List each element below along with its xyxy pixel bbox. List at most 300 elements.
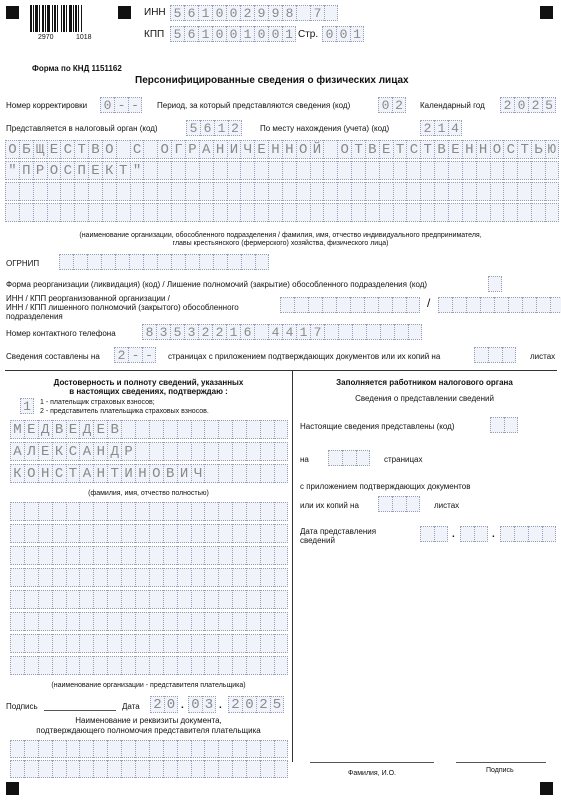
date-dot-1: . — [181, 700, 184, 711]
char-cell: О — [47, 161, 61, 180]
char-cell — [93, 634, 107, 653]
char-cell — [135, 740, 149, 758]
signature-line — [44, 710, 116, 711]
char-cell — [462, 203, 476, 222]
char-cell — [240, 182, 254, 201]
doc-line-2[interactable] — [10, 760, 288, 778]
reorg-field[interactable] — [488, 276, 502, 292]
char-cell: С — [130, 140, 144, 159]
barcode — [30, 5, 102, 32]
char-cell: Р — [185, 140, 199, 159]
char-cell: Е — [66, 420, 80, 439]
rep-org-line-1[interactable] — [10, 502, 288, 521]
tax-on-label: на — [300, 455, 309, 464]
date-label: Дата — [122, 702, 140, 711]
rep-org-line-5[interactable] — [10, 590, 288, 609]
char-cell: О — [24, 464, 38, 483]
barcode-bar — [82, 5, 85, 32]
char-cell — [38, 656, 52, 675]
char-cell — [191, 760, 205, 778]
char-cell — [378, 496, 392, 512]
char-cell — [79, 740, 93, 758]
char-cell — [490, 182, 504, 201]
char-cell: 2 — [228, 696, 242, 713]
char-cell — [476, 203, 490, 222]
char-cell — [323, 161, 337, 180]
char-cell — [135, 546, 149, 565]
char-cell — [191, 546, 205, 565]
char-cell: 5 — [170, 26, 184, 42]
char-cell — [420, 203, 434, 222]
char-cell — [246, 442, 260, 461]
phone-field[interactable] — [142, 324, 422, 340]
tax-authority-field[interactable] — [186, 120, 242, 136]
char-cell — [323, 182, 337, 201]
sheets-field[interactable] — [474, 347, 516, 363]
char-cell — [52, 546, 66, 565]
char-cell: О — [490, 140, 504, 159]
char-cell — [528, 526, 542, 542]
rep-org-line-8[interactable] — [10, 656, 288, 675]
inn-field[interactable] — [170, 5, 338, 21]
char-cell: Н — [38, 464, 52, 483]
char-cell — [260, 420, 274, 439]
char-cell — [121, 502, 135, 521]
char-cell: - — [128, 97, 142, 113]
char-cell — [66, 634, 80, 653]
char-cell — [66, 612, 80, 631]
char-cell: 5 — [186, 120, 200, 136]
char-cell: 3 — [156, 324, 170, 340]
char-cell — [274, 612, 288, 631]
correction-label: Номер корректировки — [6, 101, 88, 110]
char-cell: 1 — [282, 26, 296, 42]
date-day-field[interactable] — [150, 696, 178, 713]
char-cell — [10, 590, 24, 609]
char-cell — [135, 502, 149, 521]
tax-officer-sub: Сведения о представлении сведений — [355, 394, 494, 403]
char-cell: 9 — [268, 5, 282, 21]
tax-fio-line — [310, 762, 434, 763]
rep-org-line-3[interactable] — [10, 546, 288, 565]
char-cell — [19, 203, 33, 222]
char-cell — [24, 502, 38, 521]
form-title: Персонифицированные сведения о физических лицах — [135, 75, 409, 86]
char-cell — [260, 568, 274, 587]
char-cell: 1 — [198, 26, 212, 42]
char-cell: С — [66, 442, 80, 461]
page-label: Стр. — [298, 29, 319, 40]
char-cell — [434, 526, 448, 542]
rep-org-line-6[interactable] — [10, 612, 288, 631]
char-cell — [448, 182, 462, 201]
char-cell: " — [5, 161, 19, 180]
knd-code: Форма по КНД 1151162 — [32, 64, 122, 73]
char-cell — [260, 760, 274, 778]
char-cell — [121, 590, 135, 609]
char-cell — [24, 740, 38, 758]
char-cell — [274, 502, 288, 521]
char-cell — [149, 524, 163, 543]
char-cell: 0 — [226, 26, 240, 42]
char-cell — [107, 546, 121, 565]
char-cell: Й — [310, 140, 324, 159]
char-cell — [246, 634, 260, 653]
char-cell — [66, 524, 80, 543]
char-cell — [514, 526, 528, 542]
char-cell: - — [128, 347, 142, 363]
char-cell: 1 — [434, 120, 448, 136]
char-cell — [177, 612, 191, 631]
char-cell — [351, 182, 365, 201]
char-cell — [79, 590, 93, 609]
char-cell — [163, 656, 177, 675]
rep-org-line-4[interactable] — [10, 568, 288, 587]
char-cell: 2 — [150, 696, 164, 713]
char-cell — [163, 502, 177, 521]
char-cell — [379, 203, 393, 222]
char-cell — [199, 182, 213, 201]
char-cell — [135, 420, 149, 439]
page-field[interactable] — [322, 26, 364, 42]
char-cell: С — [406, 140, 420, 159]
char-cell — [406, 297, 420, 313]
char-cell: Е — [379, 140, 393, 159]
char-cell — [246, 568, 260, 587]
char-cell — [19, 182, 33, 201]
char-cell — [420, 526, 434, 542]
tax-date-label-1: Дата представления — [300, 527, 377, 536]
char-cell: 6 — [184, 5, 198, 21]
char-cell: 0 — [212, 5, 226, 21]
char-cell — [24, 524, 38, 543]
char-cell — [310, 203, 324, 222]
char-cell: Ч — [191, 464, 205, 483]
char-cell — [177, 740, 191, 758]
char-cell — [394, 324, 408, 340]
char-cell: 1 — [214, 120, 228, 136]
char-cell: 2 — [212, 324, 226, 340]
char-cell — [274, 524, 288, 543]
char-cell: Р — [33, 161, 47, 180]
char-cell — [191, 634, 205, 653]
tax-date-dot-2: . — [492, 529, 495, 540]
char-cell: О — [5, 140, 19, 159]
char-cell — [462, 161, 476, 180]
char-cell — [240, 203, 254, 222]
rep-org-line-7[interactable] — [10, 634, 288, 653]
char-cell: - — [142, 347, 156, 363]
char-cell — [163, 740, 177, 758]
char-cell — [171, 161, 185, 180]
char-cell — [406, 203, 420, 222]
period-label: Период, за который представляются сведения (код) — [157, 101, 351, 110]
char-cell — [227, 203, 241, 222]
char-cell — [351, 161, 365, 180]
char-cell — [66, 568, 80, 587]
location-field[interactable] — [420, 120, 462, 136]
doc-line-1[interactable] — [10, 740, 288, 758]
char-cell — [115, 254, 129, 270]
char-cell — [448, 161, 462, 180]
char-cell — [66, 740, 80, 758]
char-cell — [52, 502, 66, 521]
barcode-number-left: 2970 — [38, 34, 54, 41]
char-cell: Д — [107, 442, 121, 461]
char-cell — [163, 634, 177, 653]
char-cell — [356, 450, 370, 466]
char-cell — [121, 568, 135, 587]
char-cell — [107, 524, 121, 543]
char-cell — [310, 161, 324, 180]
date-month-field[interactable] — [188, 696, 216, 713]
char-cell — [240, 161, 254, 180]
reorg-kpp-field[interactable] — [438, 297, 561, 313]
char-cell: 4 — [268, 324, 282, 340]
char-cell — [406, 182, 420, 201]
char-cell — [232, 590, 246, 609]
rep-org-line-2[interactable] — [10, 524, 288, 543]
org-name-line-1[interactable] — [5, 140, 559, 159]
char-cell — [149, 502, 163, 521]
char-cell — [52, 524, 66, 543]
char-cell — [163, 442, 177, 461]
char-cell — [255, 254, 269, 270]
period-field[interactable] — [378, 97, 406, 113]
char-cell — [38, 612, 52, 631]
char-cell — [107, 502, 121, 521]
ogrnip-field[interactable] — [59, 254, 269, 270]
char-cell — [204, 568, 218, 587]
char-cell — [268, 161, 282, 180]
confirm-heading-2: в настоящих сведениях, подтверждаю : — [69, 387, 228, 396]
char-cell: Н — [268, 140, 282, 159]
char-cell: 2 — [420, 120, 434, 136]
char-cell — [135, 634, 149, 653]
tax-sign-caption: Подпись — [486, 767, 514, 774]
char-cell: 5 — [170, 5, 184, 21]
char-cell — [116, 203, 130, 222]
char-cell — [241, 254, 255, 270]
char-cell — [88, 203, 102, 222]
signer-code-field[interactable] — [20, 398, 34, 414]
char-cell — [232, 420, 246, 439]
char-cell: Е — [88, 161, 102, 180]
char-cell — [93, 524, 107, 543]
char-cell — [296, 5, 310, 21]
char-cell — [79, 524, 93, 543]
char-cell: Ь — [531, 140, 545, 159]
char-cell — [38, 740, 52, 758]
kpp-field[interactable] — [170, 26, 296, 42]
char-cell — [274, 760, 288, 778]
char-cell — [218, 546, 232, 565]
char-cell: " — [130, 161, 144, 180]
tax-code-field[interactable] — [490, 417, 518, 433]
char-cell — [490, 417, 504, 433]
tax-pages-field[interactable] — [328, 450, 370, 466]
char-cell — [476, 182, 490, 201]
char-cell: В — [434, 140, 448, 159]
char-cell — [218, 442, 232, 461]
char-cell: Щ — [33, 140, 47, 159]
char-cell: А — [10, 442, 24, 461]
char-cell — [163, 590, 177, 609]
char-cell: С — [60, 140, 74, 159]
char-cell — [213, 182, 227, 201]
char-cell: 6 — [184, 26, 198, 42]
char-cell: 2 — [114, 347, 128, 363]
char-cell: Н — [213, 140, 227, 159]
tax-officer-heading: Заполняется работником налогового органа — [336, 378, 513, 387]
char-cell — [135, 442, 149, 461]
char-cell: 2 — [256, 696, 270, 713]
char-cell — [232, 502, 246, 521]
char-cell — [135, 656, 149, 675]
org-name-line-4[interactable] — [5, 203, 559, 222]
correction-field[interactable] — [100, 97, 142, 113]
char-cell — [149, 656, 163, 675]
char-cell — [232, 546, 246, 565]
char-cell — [246, 760, 260, 778]
kpp-label: КПП — [144, 29, 165, 40]
char-cell: С — [52, 464, 66, 483]
char-cell — [149, 546, 163, 565]
char-cell — [177, 502, 191, 521]
char-cell — [135, 524, 149, 543]
char-cell — [218, 612, 232, 631]
pages-mid-label: страницах с приложением подтверждающих документов или их копий на — [168, 352, 441, 361]
pages-field[interactable] — [114, 347, 156, 363]
corner-marker-top-right — [540, 6, 553, 19]
char-cell — [232, 568, 246, 587]
char-cell — [503, 161, 517, 180]
org-name-line-3[interactable] — [5, 182, 559, 201]
tax-with-label: с приложением подтверждающих документов — [300, 482, 471, 491]
char-cell — [177, 634, 191, 653]
char-cell: 0 — [226, 5, 240, 21]
tax-pages-label: страницах — [384, 455, 423, 464]
char-cell — [143, 161, 157, 180]
year-field[interactable] — [500, 97, 556, 113]
char-cell — [66, 546, 80, 565]
char-cell: 8 — [282, 5, 296, 21]
tax-sheets-field[interactable] — [378, 496, 420, 512]
char-cell — [79, 634, 93, 653]
char-cell: А — [199, 140, 213, 159]
char-cell — [163, 420, 177, 439]
char-cell — [227, 254, 241, 270]
char-cell: С — [503, 140, 517, 159]
char-cell — [274, 590, 288, 609]
char-cell — [488, 276, 502, 292]
char-cell — [254, 161, 268, 180]
char-cell: Т — [393, 140, 407, 159]
char-cell — [47, 203, 61, 222]
char-cell — [218, 760, 232, 778]
char-cell — [490, 161, 504, 180]
char-cell: Е — [47, 140, 61, 159]
corner-marker-top-left — [6, 6, 19, 19]
char-cell: О — [157, 140, 171, 159]
patronymic-field[interactable] — [10, 464, 288, 483]
char-cell — [323, 140, 337, 159]
char-cell: 5 — [270, 696, 284, 713]
reorg-inn-label-2: ИНН / КПП лишенного полномочий (закрытого) обособленного — [6, 303, 239, 312]
char-cell: Н — [93, 464, 107, 483]
char-cell — [24, 760, 38, 778]
char-cell — [177, 442, 191, 461]
char-cell — [93, 760, 107, 778]
char-cell — [93, 656, 107, 675]
char-cell — [121, 612, 135, 631]
char-cell: Т — [116, 161, 130, 180]
char-cell — [10, 568, 24, 587]
char-cell — [10, 612, 24, 631]
char-cell — [310, 182, 324, 201]
char-cell — [171, 203, 185, 222]
char-cell — [550, 297, 561, 313]
char-cell: Н — [135, 464, 149, 483]
char-cell — [79, 502, 93, 521]
char-cell — [364, 297, 378, 313]
sheets-label: листах — [530, 352, 556, 361]
char-cell — [260, 634, 274, 653]
corner-marker-top-mid — [118, 6, 131, 19]
char-cell — [24, 656, 38, 675]
char-cell: 9 — [254, 5, 268, 21]
char-cell — [232, 760, 246, 778]
char-cell — [452, 297, 466, 313]
char-cell: Т — [517, 140, 531, 159]
char-cell — [191, 524, 205, 543]
char-cell — [204, 502, 218, 521]
char-cell — [488, 347, 502, 363]
signature-label: Подпись — [6, 702, 38, 711]
char-cell — [204, 546, 218, 565]
char-cell — [24, 568, 38, 587]
org-name-line-2[interactable] — [5, 161, 559, 180]
char-cell — [282, 203, 296, 222]
char-cell — [129, 254, 143, 270]
char-cell: Н — [462, 140, 476, 159]
char-cell: П — [19, 161, 33, 180]
char-cell — [324, 5, 338, 21]
char-cell — [522, 297, 536, 313]
char-cell — [438, 297, 452, 313]
char-cell: 1 — [350, 26, 364, 42]
date-year-field[interactable] — [228, 696, 284, 713]
tax-date-month[interactable] — [460, 526, 488, 542]
char-cell — [52, 612, 66, 631]
surname-field[interactable] — [10, 420, 288, 439]
char-cell — [260, 464, 274, 483]
char-cell — [536, 297, 550, 313]
tax-date-year[interactable] — [500, 526, 556, 542]
tax-date-day[interactable] — [420, 526, 448, 542]
char-cell: О — [149, 464, 163, 483]
reorg-inn-field[interactable] — [280, 297, 420, 313]
char-cell — [232, 612, 246, 631]
name-field[interactable] — [10, 442, 288, 461]
char-cell: Н — [476, 140, 490, 159]
char-cell — [393, 203, 407, 222]
char-cell — [280, 297, 294, 313]
char-cell: Ю — [545, 140, 559, 159]
location-label: По месту нахождения (учета) (код) — [260, 124, 390, 133]
char-cell — [149, 740, 163, 758]
char-cell — [107, 612, 121, 631]
